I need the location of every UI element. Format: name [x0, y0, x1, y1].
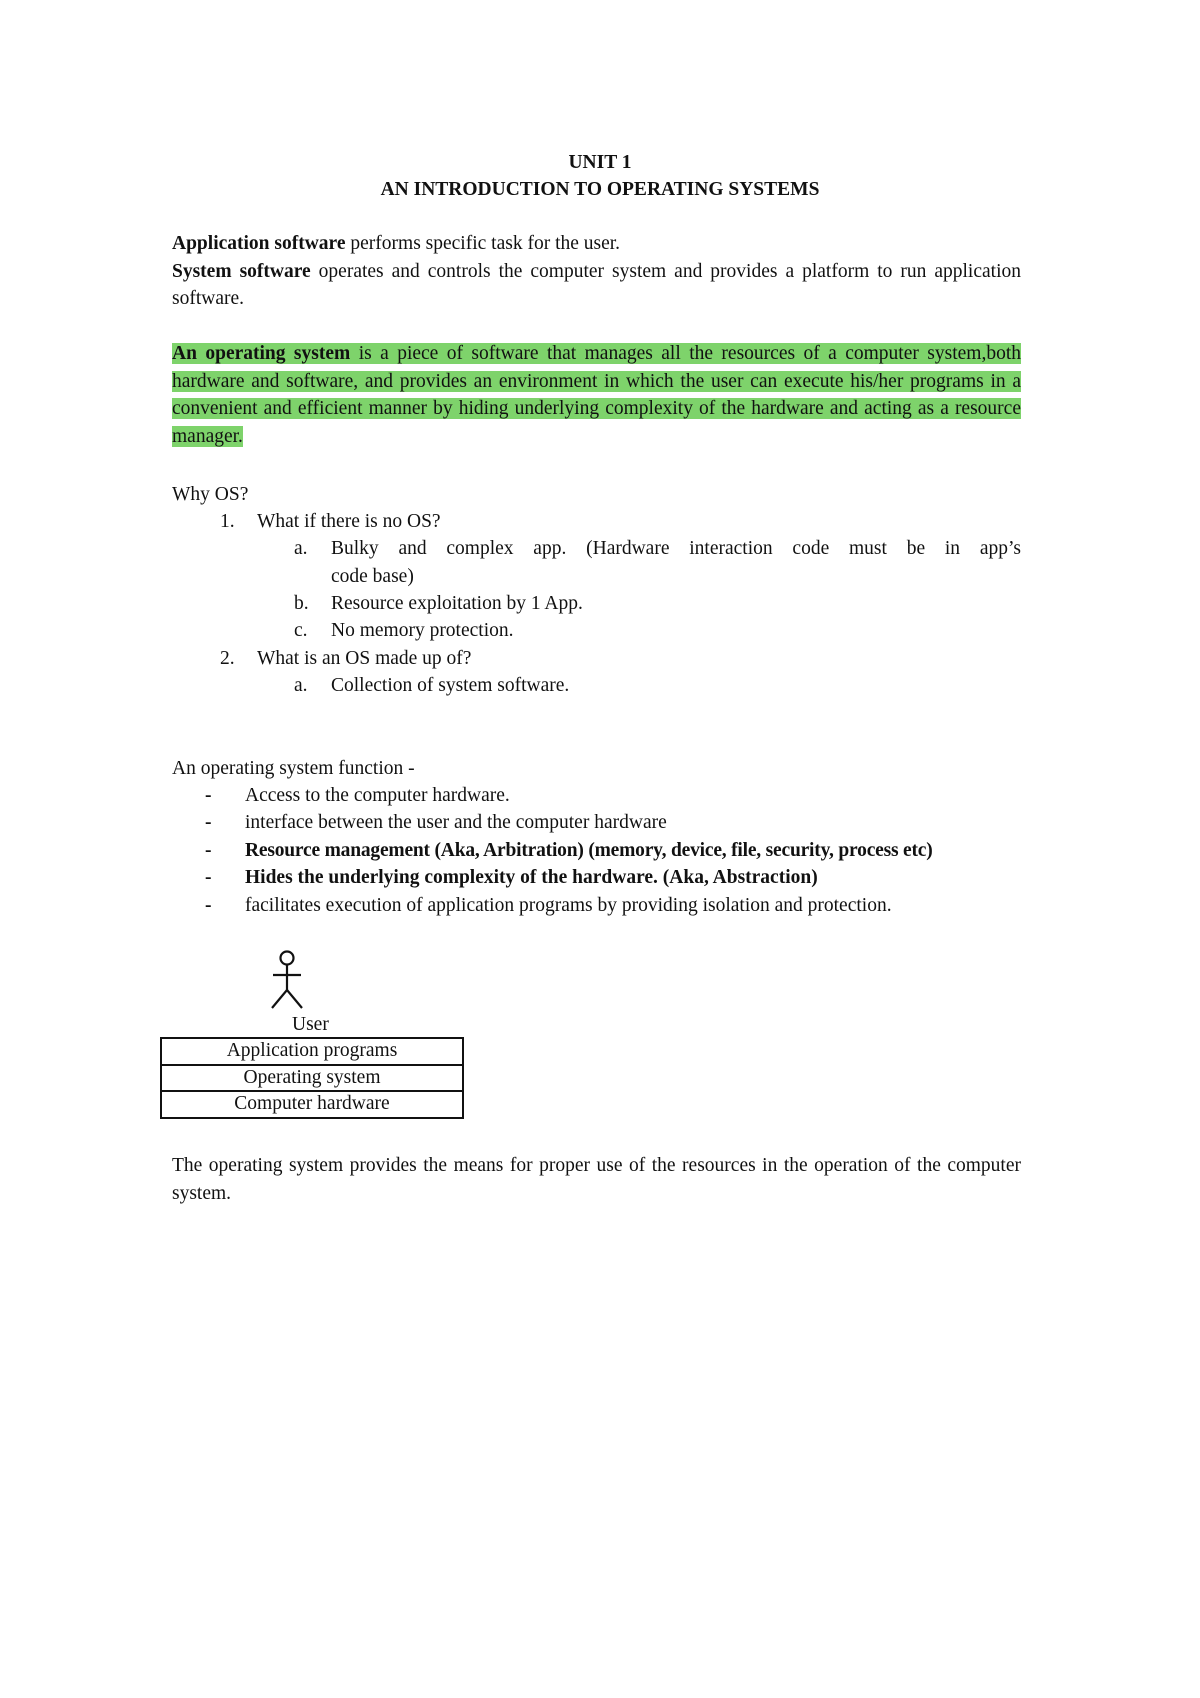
- list-item-line: Bulky and complex app. (Hardware interaction code must be in app’s: [331, 538, 1021, 559]
- layer-operating-system: Operating system: [161, 1065, 463, 1092]
- bullet-dash: -: [205, 785, 212, 806]
- software-definitions: [172, 230, 1021, 313]
- app-software-term: Application software: [172, 233, 346, 254]
- list-item-line: code base): [331, 565, 414, 587]
- layer-application-programs: Application programs: [161, 1038, 463, 1065]
- bullet-dash: -: [205, 895, 212, 916]
- system-software-term: System software: [172, 260, 311, 282]
- system-software-text: operates and controls the computer system and provides a platform to run application software.: [172, 260, 1021, 310]
- function-item: Access to the computer hardware.: [245, 785, 510, 806]
- layer-diagram: [160, 1037, 464, 1119]
- question-1: What if there is no OS?: [257, 511, 441, 532]
- os-definition-paragraph: [172, 340, 1021, 450]
- os-definition-term: An operating system: [172, 343, 351, 364]
- question-2: What is an OS made up of?: [257, 648, 472, 669]
- question-1-number: 1.: [220, 511, 235, 532]
- page-title: AN INTRODUCTION TO OPERATING SYSTEMS: [380, 179, 820, 200]
- os-definition-text: is a piece of software that manages all the resources of a computer system,both hardware and software, and provides an environment in which the user can execute his/her programs in a convenient and efficient manner by hiding underlying complexity of the hardware and acting as a resource manager.: [172, 343, 1021, 447]
- list-item: Resource exploitation by 1 App.: [331, 593, 583, 614]
- functions-heading: An operating system function -: [172, 758, 415, 779]
- function-item: facilitates execution of application programs by providing isolation and protection.: [245, 895, 892, 916]
- bullet-dash: -: [205, 840, 212, 861]
- system-software-paragraph: [172, 258, 1021, 313]
- user-label: User: [292, 1014, 329, 1035]
- why-os-heading: Why OS?: [172, 484, 249, 505]
- function-item: Hides the underlying complexity of the hardware. (Aka, Abstraction): [245, 867, 818, 888]
- list-item: Collection of system software.: [331, 675, 570, 696]
- unit-title: UNIT 1: [568, 152, 632, 173]
- bullet-dash: -: [205, 812, 212, 833]
- list-marker: c.: [294, 620, 308, 641]
- list-marker: b.: [294, 593, 309, 614]
- question-2-number: 2.: [220, 648, 235, 669]
- closing-paragraph: The operating system provides the means for proper use of the resources in the operation of the computer system.: [172, 1155, 1021, 1204]
- function-item: interface between the user and the computer hardware: [245, 812, 667, 833]
- function-item: Resource management (Aka, Arbitration) (memory, device, file, security, process etc): [245, 840, 933, 861]
- list-marker: a.: [294, 675, 308, 696]
- app-software-paragraph: [172, 230, 1021, 258]
- list-marker: a.: [294, 538, 308, 559]
- stick-figure-icon: [269, 950, 305, 1010]
- list-item: [331, 535, 1021, 590]
- list-item: No memory protection.: [331, 620, 514, 641]
- app-software-text: performs specific task for the user.: [345, 233, 621, 254]
- bullet-dash: -: [205, 867, 212, 888]
- layer-computer-hardware: Computer hardware: [161, 1091, 463, 1118]
